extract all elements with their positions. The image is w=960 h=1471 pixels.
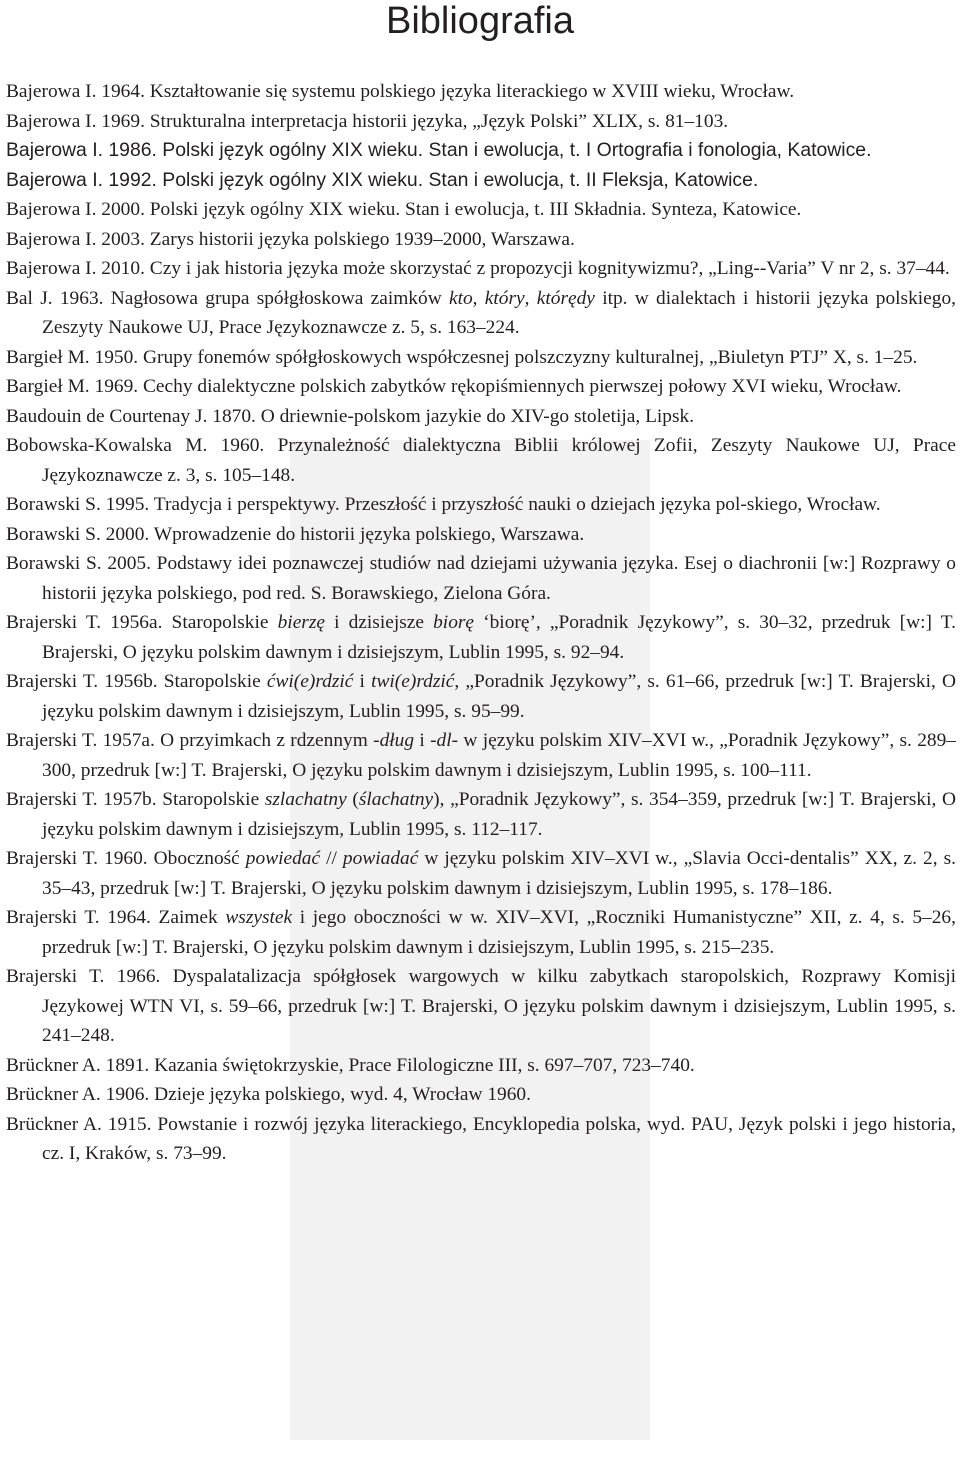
bibliography-entry — [6, 962, 956, 1051]
bibliography-entry — [6, 77, 956, 107]
entry-text: itp. w dialektach i historii języka polskiego, Zeszyty Naukowe UJ, Prace Językoznawcze z. 5, s. 163–224. — [42, 287, 956, 338]
bibliography-entry — [6, 785, 956, 844]
entry-text: Brajerski T. 1964. Zaimek — [6, 907, 226, 928]
entry-italic-text: -dług — [373, 730, 415, 751]
bibliography-entry — [6, 431, 956, 490]
bibliography-entry — [6, 372, 956, 402]
bibliography-entry — [6, 549, 956, 608]
entry-text: Bajerowa I. 1964. Kształtowanie się systemu polskiego języka literackiego w XVIII wieku, Wrocław. — [6, 81, 795, 102]
entry-text: Bal J. 1963. Nagłosowa grupa spółgłoskowa zaimków — [6, 287, 449, 309]
bibliography-entry — [6, 343, 956, 373]
entry-text: i — [414, 730, 431, 751]
entry-text: i jego oboczności w w. XIV–XVI, „Roczniki Humanistyczne” XII, z. 4, s. 5–26, przedruk [w:] T. Brajerski, O języku polskim dawnym i dzisiejszym, Lublin 1995, s. 215–235. — [42, 907, 956, 958]
bibliography-entry — [6, 1110, 956, 1169]
entry-italic-text: ćwi(e)rdzić — [266, 671, 354, 692]
bibliography-entry — [6, 136, 956, 166]
entry-text: Brajerski T. 1960. Oboczność — [6, 848, 246, 869]
entry-italic-text: -dl- — [430, 730, 459, 751]
entry-text: i — [353, 671, 372, 692]
entry-text: Brückner A. 1906. Dzieje języka polskiego, wyd. 4, Wrocław 1960. — [6, 1084, 531, 1105]
entry-text: Bajerowa I. 1986. Polski język ogólny XIX wieku. Stan i ewolucja, t. I Ortografia i fonologia, Katowice. — [6, 139, 872, 161]
bibliography-entry — [6, 1080, 956, 1110]
entry-italic-text: ślachatny — [358, 789, 434, 810]
entry-text: Brajerski T. 1956a. Staropolskie — [6, 612, 278, 633]
bibliography-list — [6, 77, 956, 1169]
bibliography-entry — [6, 254, 956, 284]
bibliography-entry — [6, 490, 956, 520]
entry-text: Brajerski T. 1957a. O przyimkach z rdzennym — [6, 730, 374, 751]
entry-text: , — [472, 287, 485, 309]
entry-italic-text: powiadać — [342, 848, 419, 869]
entry-italic-text: wszystek — [225, 907, 293, 928]
entry-text: Bobowska-Kowalska M. 1960. Przynależność dialektyczna Biblii królowej Zofii, Zeszyty Naukowe UJ, Prace Językoznawcze z. 3, s. 105–148. — [6, 435, 956, 486]
entry-italic-text: który — [484, 287, 525, 309]
entry-text: Bajerowa I. 2003. Zarys historii języka polskiego 1939–2000, Warszawa. — [6, 228, 575, 250]
bibliography-entry — [6, 1051, 956, 1081]
entry-text: Brajerski T. 1956b. Staropolskie — [6, 671, 267, 692]
bibliography-entry — [6, 667, 956, 726]
entry-italic-text: kto — [448, 287, 473, 309]
entry-text: w języku polskim XIV–XVI w., „Poradnik Językowy”, s. 289–300, przedruk [w:] T. Brajerski, O języku polskim dawnym i dzisiejszym, Lublin 1995, s. 100–111. — [42, 730, 956, 781]
entry-text: Brückner A. 1891. Kazania świętokrzyskie, Prace Filologiczne III, s. 697–707, 723–740. — [6, 1054, 695, 1076]
entry-text: i dzisiejsze — [325, 612, 434, 633]
entry-text: , „Poradnik Językowy”, s. 61–66, przedruk [w:] T. Brajerski, O języku polskim dawnym i dzisiejszym, Lublin 1995, s. 95–99. — [42, 671, 957, 722]
bibliography-entry — [6, 225, 956, 255]
entry-text: Borawski S. 2005. Podstawy idei poznawczej studiów nad dziejami używania języka. Esej o diachronii [w:] Rozprawy o historii języka polskiego, pod red. S. Borawskiego, Zielona Góra. — [6, 553, 956, 604]
entry-text: Borawski S. 1995. Tradycja i perspektywy. Przeszłość i przyszłość nauki o dziejach języka pol-skiego, Wrocław. — [6, 494, 881, 515]
bibliography-entry — [6, 844, 956, 903]
bibliography-entry — [6, 608, 956, 667]
bibliography-entry — [6, 166, 956, 196]
bibliography-entry — [6, 520, 956, 550]
entry-italic-text: powiedać — [245, 848, 321, 869]
entry-text: Brajerski T. 1957b. Staropolskie — [6, 789, 265, 810]
bibliography-entry — [6, 284, 956, 343]
entry-text: Brückner A. 1915. Powstanie i rozwój języka literackiego, Encyklopedia polska, wyd. PAU, Język polski i jego historia, cz. I, Kraków, s. 73–99. — [6, 1113, 956, 1164]
entry-text: Bajerowa I. 2000. Polski język ogólny XIX wieku. Stan i ewolucja, t. III Składnia. Synteza, Katowice. — [6, 199, 802, 220]
entry-text: Bargieł M. 1950. Grupy fonemów spółgłoskowych współczesnej polszczyzny kulturalnej, „Biuletyn PTJ” X, s. 1–25. — [6, 346, 918, 368]
bibliography-entry — [6, 195, 956, 225]
entry-italic-text: którędy — [536, 287, 595, 309]
entry-text: Bajerowa I. 2010. Czy i jak historia języka może skorzystać z propozycji kognitywizmu?, „Ling--Varia” V nr 2, s. 37–44. — [6, 258, 950, 279]
page-title: Bibliografia — [386, 0, 574, 42]
entry-italic-text: biorę — [433, 612, 475, 633]
entry-italic-text: szlachatny — [264, 789, 347, 810]
entry-text: , — [524, 287, 537, 309]
bibliography-entry — [6, 726, 956, 785]
bibliography-entry — [6, 402, 956, 432]
entry-text: Brajerski T. 1966. Dyspalatalizacja spółgłosek wargowych w kilku zabytkach staropolskich, Rozprawy Komisji Językowej WTN VI, s. 59–66, przedruk [w:] T. Brajerski, O języku polskim dawnym i dzisiejszym, Lublin 1995, s. 241–248. — [6, 966, 956, 1046]
entry-text: ( — [346, 789, 359, 810]
entry-text: Bajerowa I. 1969. Strukturalna interpretacja historii języka, „Język Polski” XLIX, s. 81–103. — [6, 110, 729, 132]
entry-italic-text: twi(e)rdzić — [371, 671, 455, 692]
entry-text: Bargieł M. 1969. Cechy dialektyczne polskich zabytków rękopiśmiennych pierwszej połowy XVI wieku, Wrocław. — [6, 376, 902, 397]
entry-text: Borawski S. 2000. Wprowadzenie do historii języka polskiego, Warszawa. — [6, 523, 585, 545]
entry-text: ), „Poradnik Językowy”, s. 354–359, przedruk [w:] T. Brajerski, O języku polskim dawnym i dzisiejszym, Lublin 1995, s. 112–117. — [42, 789, 956, 840]
entry-text: // — [320, 848, 343, 869]
bibliography-entry — [6, 107, 956, 137]
entry-text: Bajerowa I. 1992. Polski język ogólny XIX wieku. Stan i ewolucja, t. II Fleksja, Katowice. — [6, 168, 759, 191]
entry-italic-text: bierzę — [277, 612, 325, 633]
entry-text: w języku polskim XIV–XVI w., „Slavia Occi-dentalis” XX, z. 2, s. 35–43, przedruk [w:] T. Brajerski, O języku polskim dawnym i dzisiejszym, Lublin 1995, s. 178–186. — [42, 848, 956, 899]
entry-text: Baudouin de Courtenay J. 1870. O driewnie-polskom jazykie do XIV-go stoletija, Lipsk. — [6, 405, 695, 427]
bibliography-entry — [6, 903, 956, 962]
entry-text: ‘biorę’, „Poradnik Językowy”, s. 30–32, przedruk [w:] T. Brajerski, O języku polskim dawnym i dzisiejszym, Lublin 1995, s. 92–94. — [42, 612, 956, 663]
